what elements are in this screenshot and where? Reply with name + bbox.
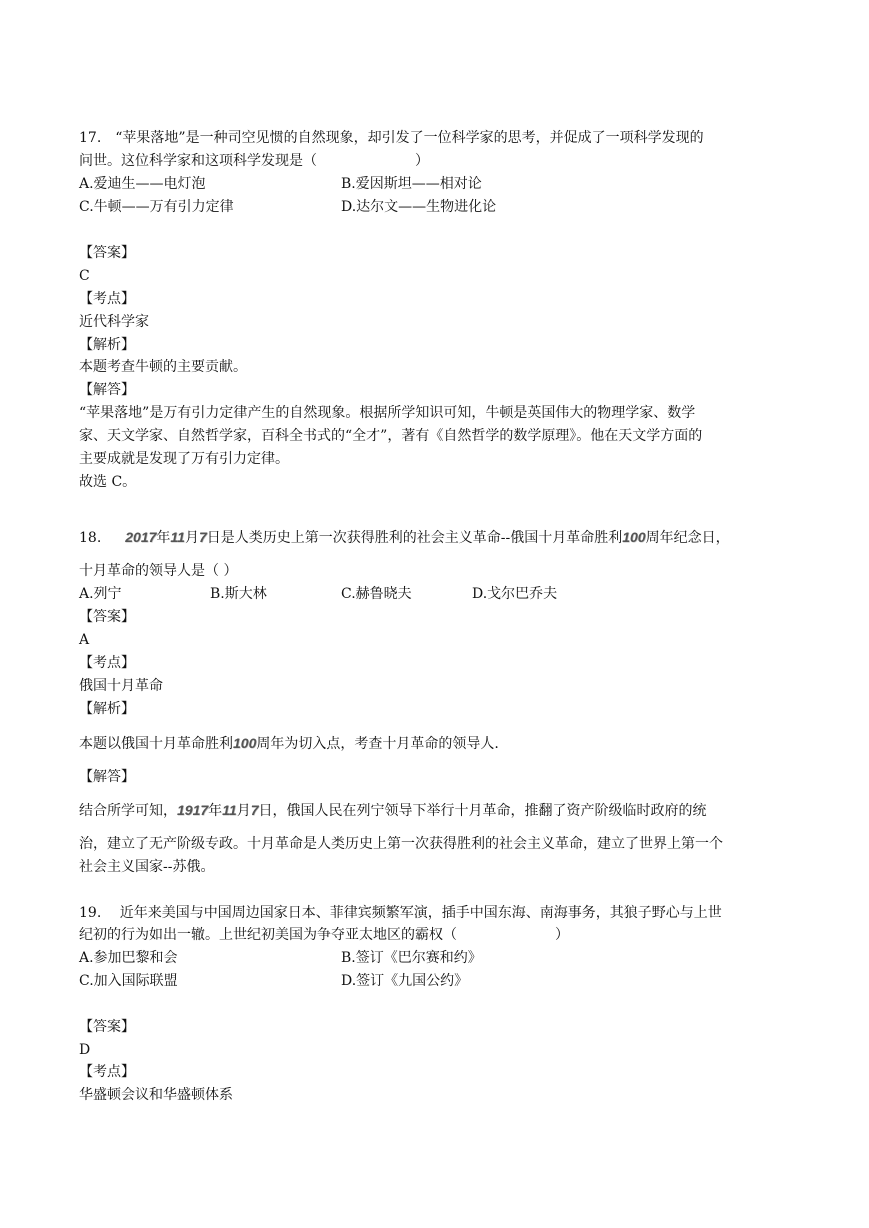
q17-solution-line-3: 主要成就是发现了万有引力定律。 xyxy=(79,451,289,467)
q18-month: 11 xyxy=(170,529,185,545)
q17-analysis: 本题考查牛顿的主要贡献。 xyxy=(79,359,247,375)
q18-anniversary-number: 100 xyxy=(622,529,646,545)
q18-solution-month-unit: 月 xyxy=(236,803,251,819)
q17-point-label: 【考点】 xyxy=(79,291,135,307)
q19-answer-label: 【答案】 xyxy=(79,1019,135,1035)
q17-solution-label: 【解答】 xyxy=(79,382,135,398)
q18-number: 18. xyxy=(79,530,102,546)
q18-answer: A xyxy=(79,632,90,648)
q17-option-c: C.牛顿——万有引力定律 xyxy=(79,199,234,215)
q18-stem-line-1 xyxy=(79,527,730,548)
q19-option-b: B.签订《巴尔赛和约》 xyxy=(341,950,482,966)
q17-answer: C xyxy=(79,268,90,284)
q18-solution-post: 日，俄国人民在列宁领导下举行十月革命，推翻了资产阶级临时政府的统 xyxy=(258,803,707,819)
q18-solution-year: 1917 xyxy=(177,802,209,818)
q17-stem-line-1: 17. “苹果落地”是一种司空见惯的自然现象，却引发了一位科学家的思考，并促成了一项科学发现的 xyxy=(79,130,704,146)
q17-point: 近代科学家 xyxy=(79,314,149,330)
q18-solution-label: 【解答】 xyxy=(79,769,135,785)
q17-solution-line-4: 故选 C。 xyxy=(79,474,137,490)
q19-answer: D xyxy=(79,1042,91,1058)
q18-analysis-number: 100 xyxy=(233,735,257,751)
q18-analysis xyxy=(79,733,499,754)
q18-option-c: C.赫鲁晓夫 xyxy=(341,586,412,602)
q18-solution-line-3: 社会主义国家--苏俄。 xyxy=(79,859,215,875)
q18-month-unit: 月 xyxy=(184,530,199,546)
q17-answer-label: 【答案】 xyxy=(79,245,135,261)
q18-stem-line-2: 十月革命的领导人是（ ） xyxy=(79,563,238,579)
q19-point: 华盛顿会议和华盛顿体系 xyxy=(79,1087,233,1103)
q18-solution-pre: 结合所学可知， xyxy=(79,803,177,819)
q18-solution-year-unit: 年 xyxy=(208,803,223,819)
q19-stem-line-1: 19. 近年来美国与中国周边国家日本、菲律宾频繁军演，插手中国东海、南海事务，其狼子野心与上世 xyxy=(79,905,722,921)
q18-option-b: B.斯大林 xyxy=(210,586,267,602)
q17-solution-line-1: “苹果落地”是万有引力定律产生的自然现象。根据所学知识可知，牛顿是英国伟大的物理学家、数学 xyxy=(79,405,696,421)
q18-solution-line-2: 治，建立了无产阶级专政。十月革命是人类历史上第一次获得胜利的社会主义革命，建立了世界上第一个 xyxy=(79,836,723,852)
q18-option-a: A.列宁 xyxy=(79,586,122,602)
q18-analysis-pre: 本题以俄国十月革命胜利 xyxy=(79,736,233,752)
q19-option-a: A.参加巴黎和会 xyxy=(79,950,178,966)
q18-solution-line-1 xyxy=(79,800,707,821)
q18-point-label: 【考点】 xyxy=(79,655,135,671)
q19-option-d: D.签订《九国公约》 xyxy=(341,973,469,989)
q17-solution-line-2: 家、天文学家、自然哲学家，百科全书式的“全才”，著有《自然哲学的数学原理》。他在天文学方面的 xyxy=(79,428,703,444)
q18-solution-day: 7 xyxy=(250,802,259,818)
q17-option-d: D.达尔文——生物进化论 xyxy=(341,199,497,215)
q18-stem-end: 周年纪念日， xyxy=(645,530,730,546)
q19-stem-line-2: 纪初的行为如出一辙。上世纪初美国为争夺亚太地区的霸权（ ） xyxy=(79,927,569,943)
q19-point-label: 【考点】 xyxy=(79,1064,135,1080)
q17-option-a: A.爱迪生——电灯泡 xyxy=(79,176,206,192)
q18-year: 2017 xyxy=(125,529,157,545)
q18-analysis-label: 【解析】 xyxy=(79,701,135,717)
q18-point: 俄国十月革命 xyxy=(79,678,163,694)
q18-solution-month: 11 xyxy=(222,802,237,818)
q17-stem-line-2: 问世。这位科学家和这项科学发现是（ ） xyxy=(79,153,429,169)
q18-stem-mid: 日是人类历史上第一次获得胜利的社会主义革命--俄国十月革命胜利 xyxy=(206,530,623,546)
q18-answer-label: 【答案】 xyxy=(79,609,135,625)
q18-option-d: D.戈尔巴乔夫 xyxy=(472,586,558,602)
q18-analysis-post: 周年为切入点，考查十月革命的领导人. xyxy=(256,736,499,752)
q18-year-unit: 年 xyxy=(156,530,171,546)
q17-analysis-label: 【解析】 xyxy=(79,337,135,353)
q17-option-b: B.爱因斯坦——相对论 xyxy=(341,176,482,192)
q18-day: 7 xyxy=(198,529,207,545)
q19-option-c: C.加入国际联盟 xyxy=(79,973,178,989)
